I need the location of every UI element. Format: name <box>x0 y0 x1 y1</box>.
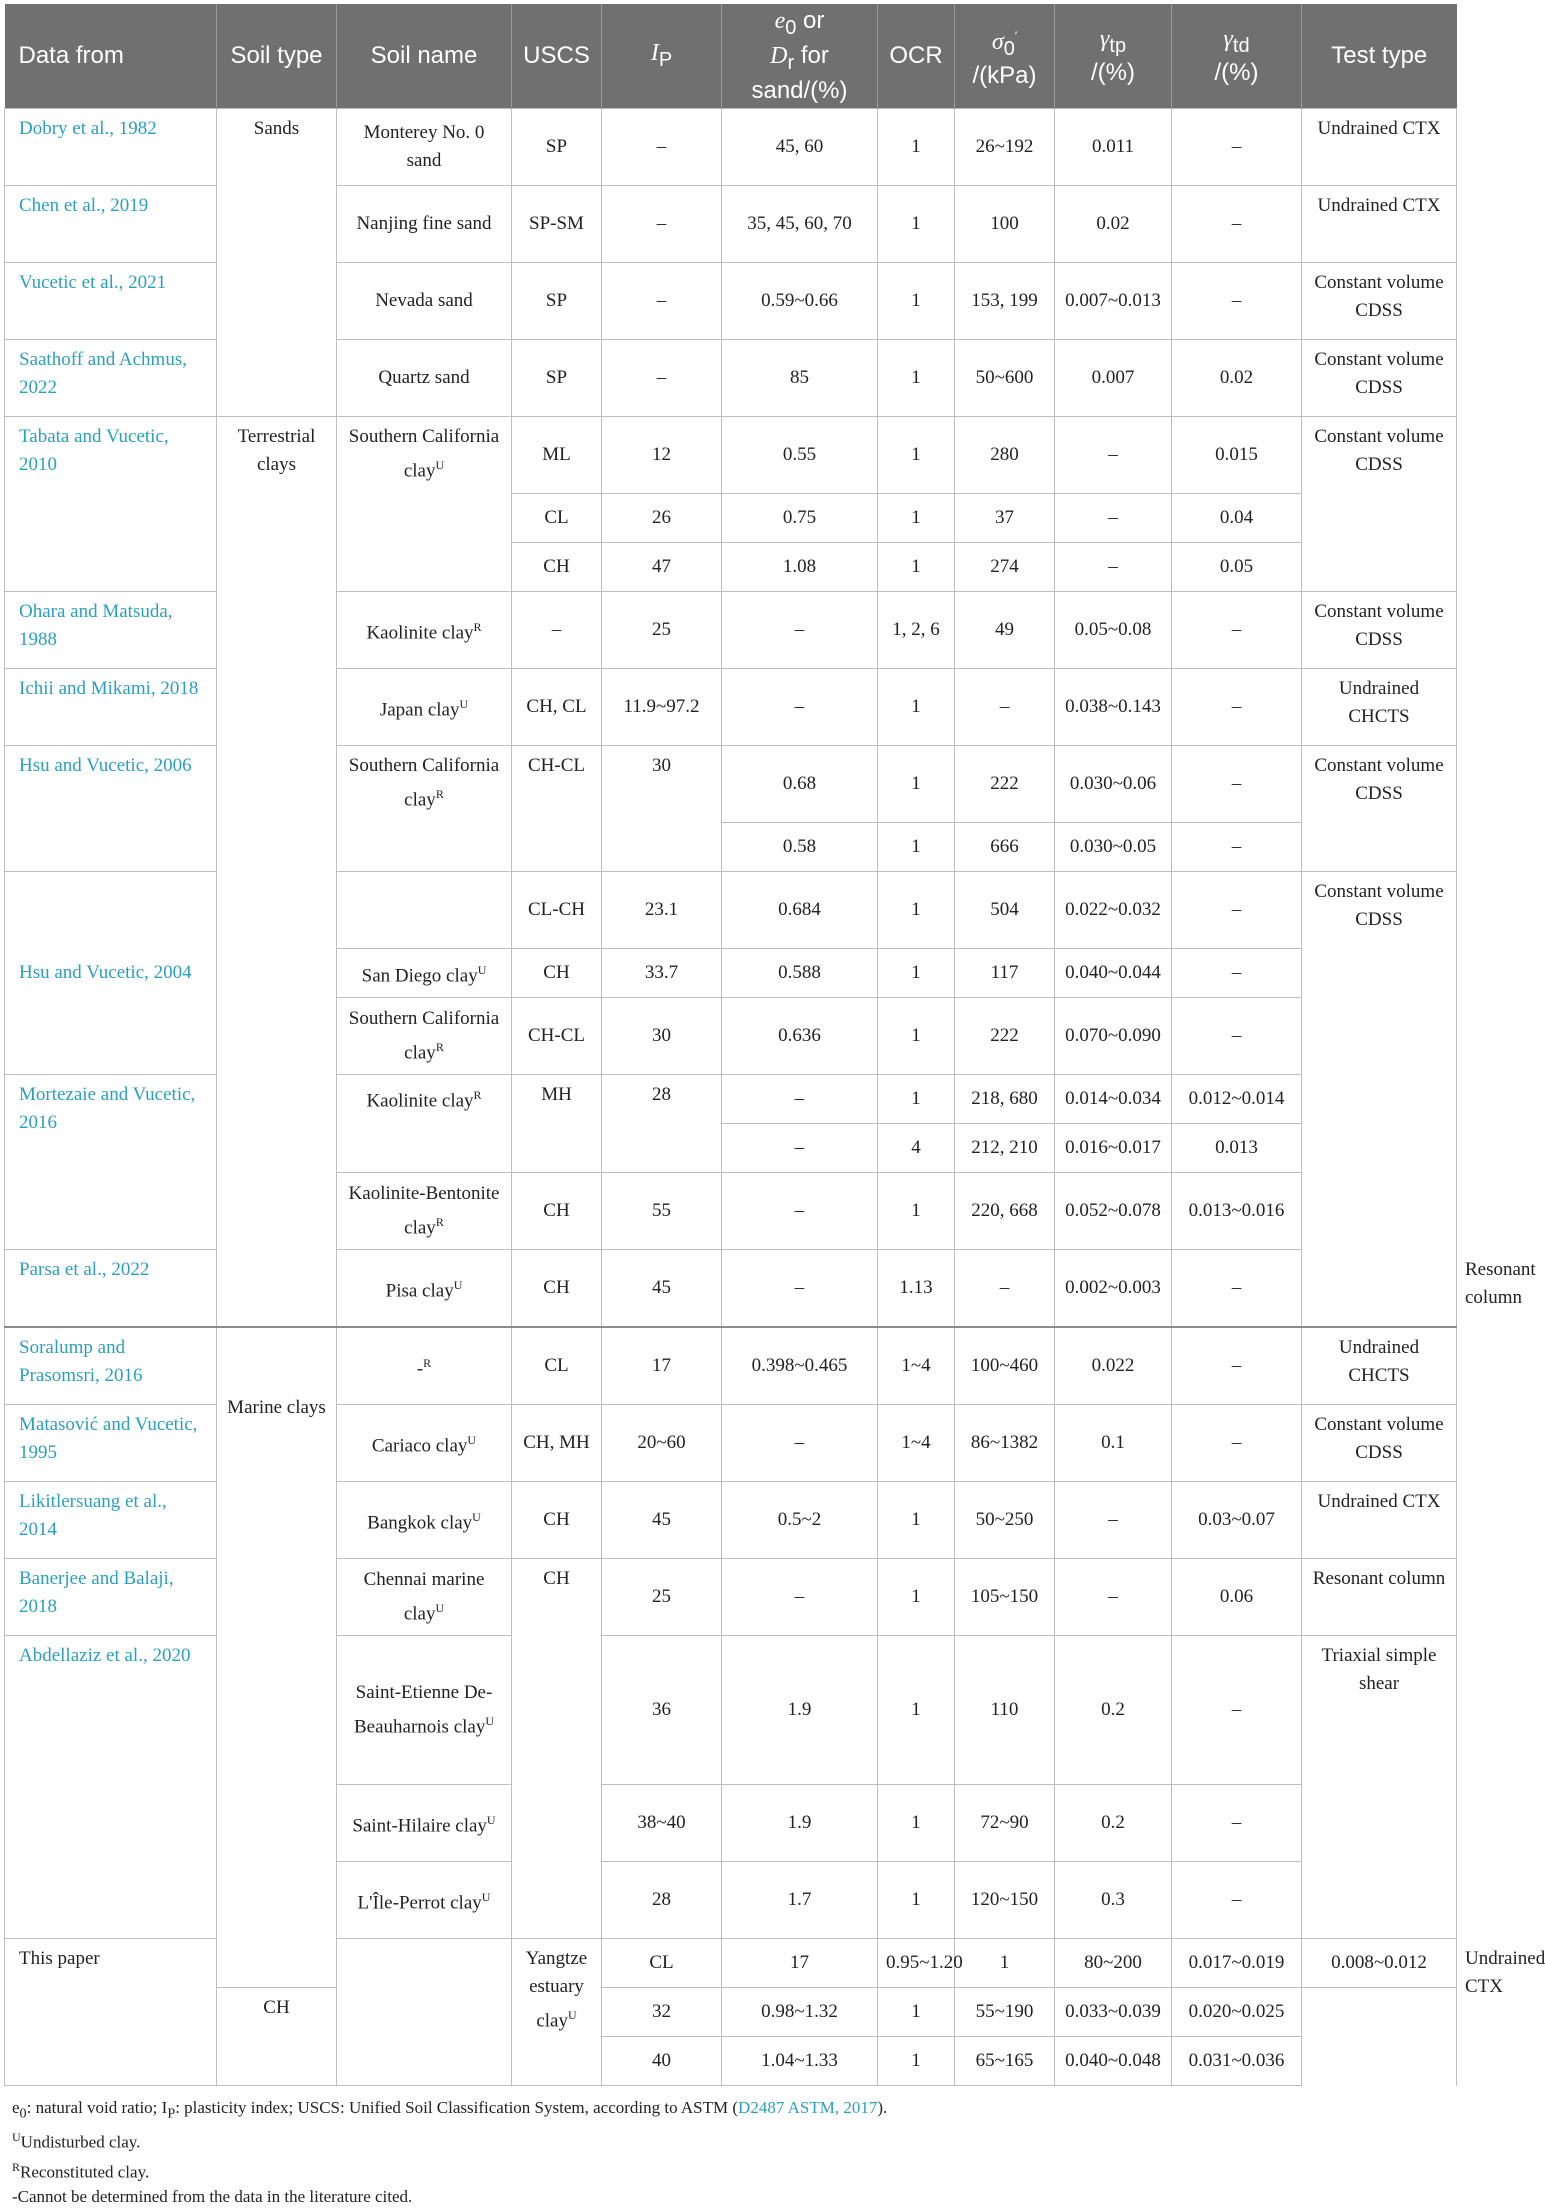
test-type-cell: Constant volume CDSS <box>1302 263 1457 340</box>
gamma-td-cell: 0.06 <box>1172 1559 1302 1636</box>
uscs-cell: CL-CH <box>512 872 602 949</box>
this-paper-label: This paper <box>5 1939 217 2086</box>
sigma-cell: 220, 668 <box>955 1173 1055 1250</box>
gamma-td-cell: – <box>1172 186 1302 263</box>
uscs-cell: CH-CL <box>512 746 602 872</box>
header-ip: $I_P$ <box>602 4 722 109</box>
gamma-tp-cell: 0.030~0.05 <box>1055 823 1172 872</box>
soil-name-cell: Kaolinite clay$^R$ <box>337 1075 512 1173</box>
ocr-cell: 1 <box>878 998 955 1075</box>
gamma-tp-cell: 0.017~0.019 <box>1172 1939 1302 1988</box>
ip-cell: 28 <box>602 1075 722 1173</box>
e0-cell: 1.08 <box>722 543 878 592</box>
gamma-tp-cell: – <box>1055 1559 1172 1636</box>
gamma-td-cell: – <box>1172 823 1302 872</box>
sigma-cell: – <box>955 669 1055 746</box>
test-type-cell: Constant volume CDSS <box>1302 417 1457 592</box>
sigma-cell: 280 <box>955 417 1055 494</box>
header-e0-dr: $e_0$ or $D_r$ for sand/(%) <box>722 4 878 109</box>
sigma-cell: 100 <box>955 186 1055 263</box>
gamma-tp-cell: 0.05~0.08 <box>1055 592 1172 669</box>
cite-link[interactable]: Ichii and Mikami, 2018 <box>5 669 217 746</box>
soil-name-cell: Kaolinite-Bentonite clay$^R$ <box>337 1173 512 1250</box>
header-row <box>5 4 1457 109</box>
e0-cell: 0.588 <box>722 949 878 998</box>
gamma-td-cell: 0.012~0.014 <box>1172 1075 1302 1124</box>
sigma-cell: 49 <box>955 592 1055 669</box>
test-type-cell: Undrained CTX <box>1302 1482 1457 1559</box>
ip-cell: 28 <box>602 1862 722 1939</box>
e0-cell: – <box>722 1173 878 1250</box>
soil-name-cell: Bangkok clay$^U$ <box>337 1482 512 1559</box>
gamma-td-cell: 0.05 <box>1172 543 1302 592</box>
soil-name-cell: -$^R$ <box>337 1327 512 1405</box>
ip-cell: – <box>602 109 722 186</box>
header-soil-name: Soil name <box>337 4 512 109</box>
ip-cell: – <box>602 186 722 263</box>
cite-link[interactable]: Soralump and Prasomsri, 2016 <box>5 1327 217 1405</box>
ip-cell: 26 <box>602 494 722 543</box>
gamma-td-cell: 0.013 <box>1172 1124 1302 1173</box>
gamma-tp-cell: 0.011 <box>1055 109 1172 186</box>
ocr-cell: 1 <box>878 669 955 746</box>
cite-link[interactable]: Chen et al., 2019 <box>5 186 217 263</box>
uscs-cell: SP-SM <box>512 186 602 263</box>
ocr-cell: 1 <box>878 1785 955 1862</box>
ocr-cell: 1 <box>878 1988 955 2037</box>
ip-cell: 30 <box>602 746 722 872</box>
ocr-cell: 1 <box>878 872 955 949</box>
soil-name-cell: Monterey No. 0 sand <box>337 109 512 186</box>
uscs-cell: CH-CL <box>512 998 602 1075</box>
header-uscs: USCS <box>512 4 602 109</box>
sigma-cell: 26~192 <box>955 109 1055 186</box>
gamma-td-cell: 0.013~0.016 <box>1172 1173 1302 1250</box>
ocr-cell: 1.13 <box>878 1250 955 1328</box>
header-gamma-tp: $\gamma_{tp}$ /(%) <box>1055 4 1172 109</box>
soil-name-cell: Kaolinite clay$^R$ <box>337 592 512 669</box>
cite-link[interactable]: Dobry et al., 1982 <box>5 109 217 186</box>
soil-name-cell: Quartz sand <box>337 340 512 417</box>
gamma-td-cell: 0.04 <box>1172 494 1302 543</box>
ocr-cell: 1 <box>878 1559 955 1636</box>
ocr-cell: 1 <box>878 1636 955 1785</box>
sigma-cell: 120~150 <box>955 1862 1055 1939</box>
ip-cell: 23.1 <box>602 872 722 949</box>
cite-link[interactable]: Tabata and Vucetic, 2010 <box>5 417 217 592</box>
gamma-td-cell: – <box>1172 592 1302 669</box>
e0-cell: 0.95~1.20 <box>878 1939 955 1988</box>
header-sigma: $\sigma_0'$ /(kPa) <box>955 4 1055 109</box>
test-type-cell: Constant volume CDSS <box>1302 872 1457 1328</box>
astm-cite-link[interactable]: D2487 ASTM, 2017 <box>738 2098 878 2117</box>
soil-type-cell: Terrestrial clays <box>217 417 337 1328</box>
uscs-cell: CL <box>602 1939 722 1988</box>
soil-name-cell: San Diego clay$^U$ <box>337 949 512 998</box>
sigma-cell: 105~150 <box>955 1559 1055 1636</box>
sigma-cell: 50~600 <box>955 340 1055 417</box>
uscs-cell: CH <box>512 1173 602 1250</box>
ocr-cell: 1 <box>878 2037 955 2086</box>
soil-name-cell: Pisa clay$^U$ <box>337 1250 512 1328</box>
sigma-cell: 80~200 <box>1055 1939 1172 1988</box>
e0-cell: 0.98~1.32 <box>722 1988 878 2037</box>
ocr-cell: 1 <box>878 186 955 263</box>
gamma-tp-cell: 0.007 <box>1055 340 1172 417</box>
ip-cell: 33.7 <box>602 949 722 998</box>
sigma-cell: – <box>955 1250 1055 1328</box>
soil-type-cell: Sands <box>217 109 337 417</box>
e0-cell: 0.59~0.66 <box>722 263 878 340</box>
uscs-cell: SP <box>512 340 602 417</box>
header-ocr: OCR <box>878 4 955 109</box>
table-footnotes <box>4 2086 1456 2209</box>
gamma-tp-cell: – <box>1055 543 1172 592</box>
sigma-cell: 65~165 <box>955 2037 1055 2086</box>
ocr-cell: 1 <box>878 1075 955 1124</box>
uscs-cell: CH <box>217 1988 337 2086</box>
cite-link[interactable]: Mortezaie and Vucetic, 2016 <box>5 1075 217 1250</box>
ip-cell: 12 <box>602 417 722 494</box>
e0-cell: – <box>722 1250 878 1328</box>
sigma-cell: 100~460 <box>955 1327 1055 1405</box>
sigma-cell: 212, 210 <box>955 1124 1055 1173</box>
uscs-cell: SP <box>512 109 602 186</box>
soil-name-cell: Southern California clay$^U$ <box>337 417 512 592</box>
gamma-td-cell: – <box>1172 1636 1302 1785</box>
ip-cell: 45 <box>602 1250 722 1328</box>
e0-cell: – <box>722 1124 878 1173</box>
uscs-cell: MH <box>512 1075 602 1173</box>
soil-type-cell <box>337 1939 512 2086</box>
ocr-cell: 1~4 <box>878 1327 955 1405</box>
table-container <box>4 0 1545 2209</box>
soil-name-cell <box>337 872 512 949</box>
uscs-cell: CH <box>512 949 602 998</box>
e0-cell: 45, 60 <box>722 109 878 186</box>
soil-name-cell: Japan clay$^U$ <box>337 669 512 746</box>
sigma-cell: 666 <box>955 823 1055 872</box>
ocr-cell: 1 <box>878 494 955 543</box>
header-soil-type: Soil type <box>217 4 337 109</box>
ip-cell: 45 <box>602 1482 722 1559</box>
e0-cell: 1.9 <box>722 1785 878 1862</box>
gamma-tp-cell: 0.2 <box>1055 1785 1172 1862</box>
uscs-cell: CH, MH <box>512 1405 602 1482</box>
soil-name-cell: Southern California clay$^R$ <box>337 998 512 1075</box>
gamma-tp-cell: 0.022 <box>1055 1327 1172 1405</box>
ocr-cell: 1 <box>878 1862 955 1939</box>
table-row <box>5 417 1457 494</box>
uscs-cell: CH, CL <box>512 669 602 746</box>
test-type-cell: Constant volume CDSS <box>1302 746 1457 872</box>
gamma-tp-cell: 0.1 <box>1055 1405 1172 1482</box>
uscs-cell: CH <box>512 1559 602 1939</box>
gamma-td-cell: – <box>1172 109 1302 186</box>
cite-link[interactable]: Saathoff and Achmus, 2022 <box>5 340 217 417</box>
gamma-tp-cell: – <box>1055 417 1172 494</box>
cite-link[interactable]: Banerjee and Balaji, 2018 <box>5 1559 217 1636</box>
ip-cell: 20~60 <box>602 1405 722 1482</box>
e0-cell: – <box>722 1075 878 1124</box>
ip-cell: 25 <box>602 1559 722 1636</box>
gamma-tp-cell: 0.2 <box>1055 1636 1172 1785</box>
sigma-cell: 72~90 <box>955 1785 1055 1862</box>
cite-link[interactable]: Matasović and Vucetic, 1995 <box>5 1405 217 1482</box>
sigma-cell: 274 <box>955 543 1055 592</box>
sigma-cell: 222 <box>955 746 1055 823</box>
sigma-cell: 222 <box>955 998 1055 1075</box>
sigma-cell: 218, 680 <box>955 1075 1055 1124</box>
uscs-cell: CH <box>512 1250 602 1328</box>
e0-cell: 0.636 <box>722 998 878 1075</box>
ip-cell: 11.9~97.2 <box>602 669 722 746</box>
footnote-undetermined: -Cannot be determined from the data in the literature cited. <box>12 2186 413 2206</box>
cite-link[interactable]: Parsa et al., 2022 <box>5 1250 217 1328</box>
soil-name-cell: Yangtze estuary clay$^U$ <box>512 1939 602 2086</box>
soil-data-table <box>4 4 1545 2086</box>
gamma-td-cell: – <box>1172 1785 1302 1862</box>
gamma-td-cell: – <box>1172 746 1302 823</box>
ip-cell: – <box>602 263 722 340</box>
test-type-cell: Constant volume CDSS <box>1302 340 1457 417</box>
table-row: This paper Yangtze estuary clay$^U$ CL 17 0.95~1.20 1 80~200 0.017~0.019 0.008~0.012 Undrained CTX <box>5 1939 1457 1988</box>
ocr-cell: 1 <box>878 949 955 998</box>
header-data-from: Data from <box>5 4 217 109</box>
gamma-td-cell: – <box>1172 1405 1302 1482</box>
gamma-tp-cell: 0.022~0.032 <box>1055 872 1172 949</box>
gamma-tp-cell: 0.014~0.034 <box>1055 1075 1172 1124</box>
cite-link[interactable]: Likitlersuang et al., 2014 <box>5 1482 217 1559</box>
cite-link[interactable]: Hsu and Vucetic, 2004 <box>5 872 217 1075</box>
uscs-cell: SP <box>512 263 602 340</box>
uscs-cell: CL <box>512 494 602 543</box>
gamma-tp-cell: 0.038~0.143 <box>1055 669 1172 746</box>
gamma-td-cell: – <box>1172 1327 1302 1405</box>
ip-cell: 47 <box>602 543 722 592</box>
ocr-cell: 1 <box>878 1173 955 1250</box>
soil-name-cell: Saint-Hilaire clay$^U$ <box>337 1785 512 1862</box>
soil-name-cell: Nevada sand <box>337 263 512 340</box>
gamma-td-cell: 0.02 <box>1172 340 1302 417</box>
gamma-tp-cell: 0.02 <box>1055 186 1172 263</box>
sigma-cell: 504 <box>955 872 1055 949</box>
gamma-td-cell: 0.015 <box>1172 417 1302 494</box>
ip-cell: – <box>602 340 722 417</box>
e0-cell: – <box>722 669 878 746</box>
ocr-cell: 1, 2, 6 <box>878 592 955 669</box>
uscs-cell: CH <box>512 543 602 592</box>
test-type-cell: Undrained CTX <box>1302 109 1457 186</box>
e0-cell: 1.04~1.33 <box>722 2037 878 2086</box>
gamma-tp-cell: 0.007~0.013 <box>1055 263 1172 340</box>
uscs-cell: CH <box>512 1482 602 1559</box>
gamma-td-cell: – <box>1172 872 1302 949</box>
soil-name-cell: L'Île-Perrot clay$^U$ <box>337 1862 512 1939</box>
gamma-td-cell: – <box>1172 1862 1302 1939</box>
test-type-cell: Undrained CHCTS <box>1302 669 1457 746</box>
sigma-cell: 37 <box>955 494 1055 543</box>
ocr-cell: 1 <box>878 543 955 592</box>
ocr-cell: 1 <box>878 823 955 872</box>
ip-cell: 32 <box>602 1988 722 2037</box>
e0-cell: 1.7 <box>722 1862 878 1939</box>
test-type-cell: Triaxial simple shear <box>1302 1636 1457 1939</box>
table-row: Parsa et al., 2022 Pisa clay$^U$ CH 45 – 1.13 – 0.002~0.003 – Resonant column <box>5 1250 1457 1328</box>
footnote-reconstituted: $^R$Reconstituted clay. <box>12 2160 150 2182</box>
ip-cell: 17 <box>722 1939 878 1988</box>
header-gamma-td: $\gamma_{td}$ /(%) <box>1172 4 1302 109</box>
gamma-td-cell: – <box>1172 949 1302 998</box>
gamma-td-cell: – <box>1172 1250 1302 1328</box>
e0-cell: – <box>722 1405 878 1482</box>
test-type-cell: Constant volume CDSS <box>1302 1405 1457 1482</box>
e0-cell: 0.684 <box>722 872 878 949</box>
test-type-cell: Constant volume CDSS <box>1302 592 1457 669</box>
e0-cell: 0.5~2 <box>722 1482 878 1559</box>
ocr-cell: 1 <box>878 109 955 186</box>
gamma-td-cell: 0.020~0.025 <box>1172 1988 1302 2037</box>
ocr-cell: 1~4 <box>878 1405 955 1482</box>
e0-cell: – <box>722 592 878 669</box>
ocr-cell: 1 <box>878 746 955 823</box>
ocr-cell: 1 <box>878 263 955 340</box>
e0-cell: 1.9 <box>722 1636 878 1785</box>
e0-cell: 0.58 <box>722 823 878 872</box>
test-type-cell: Undrained CHCTS <box>1302 1327 1457 1405</box>
sigma-cell: 86~1382 <box>955 1405 1055 1482</box>
gamma-tp-cell: 0.040~0.048 <box>1055 2037 1172 2086</box>
e0-cell: – <box>722 1559 878 1636</box>
soil-name-cell: Southern California clay$^R$ <box>337 746 512 872</box>
sigma-cell: 50~250 <box>955 1482 1055 1559</box>
ocr-cell: 1 <box>878 1482 955 1559</box>
ip-cell: 30 <box>602 998 722 1075</box>
gamma-tp-cell: 0.030~0.06 <box>1055 746 1172 823</box>
test-type-cell: Undrained CTX <box>1302 186 1457 263</box>
gamma-td-cell: 0.03~0.07 <box>1172 1482 1302 1559</box>
uscs-cell: – <box>512 592 602 669</box>
cite-link[interactable]: Vucetic et al., 2021 <box>5 263 217 340</box>
e0-cell: 0.68 <box>722 746 878 823</box>
ip-cell: 25 <box>602 592 722 669</box>
gamma-tp-cell: – <box>1055 494 1172 543</box>
e0-cell: 0.398~0.465 <box>722 1327 878 1405</box>
gamma-tp-cell: 0.016~0.017 <box>1055 1124 1172 1173</box>
soil-type-cell: Marine clays <box>217 1327 337 1988</box>
uscs-cell: CL <box>512 1327 602 1405</box>
gamma-td-cell: – <box>1172 669 1302 746</box>
gamma-tp-cell: – <box>1055 1482 1172 1559</box>
ip-cell: 55 <box>602 1173 722 1250</box>
gamma-tp-cell: 0.033~0.039 <box>1055 1988 1172 2037</box>
footnote-abbreviations: $e_0$: natural void ratio; $I_P$: plasticity index; USCS: Unified Soil Classification System, according to ASTM (D2487 ASTM, 2017). <box>12 2098 888 2122</box>
ip-cell: 36 <box>602 1636 722 1785</box>
ip-cell: 38~40 <box>602 1785 722 1862</box>
footnote-undisturbed: $^U$Undisturbed clay. <box>12 2130 141 2153</box>
ocr-cell: 1 <box>878 417 955 494</box>
cite-link[interactable]: Abdellaziz et al., 2020 <box>5 1636 217 1939</box>
gamma-td-cell: – <box>1172 263 1302 340</box>
ocr-cell: 4 <box>878 1124 955 1173</box>
e0-cell: 0.55 <box>722 417 878 494</box>
soil-name-cell: Nanjing fine sand <box>337 186 512 263</box>
gamma-tp-cell: 0.052~0.078 <box>1055 1173 1172 1250</box>
soil-name-cell: Saint-Etienne De-Beauharnois clay$^U$ <box>337 1636 512 1785</box>
e0-cell: 35, 45, 60, 70 <box>722 186 878 263</box>
ocr-cell: 1 <box>878 340 955 417</box>
gamma-tp-cell: 0.002~0.003 <box>1055 1250 1172 1328</box>
sigma-cell: 153, 199 <box>955 263 1055 340</box>
sigma-cell: 55~190 <box>955 1988 1055 2037</box>
e0-cell: 0.75 <box>722 494 878 543</box>
table-row <box>5 109 1457 186</box>
gamma-tp-cell: 0.3 <box>1055 1862 1172 1939</box>
gamma-td-cell: 0.008~0.012 <box>1302 1939 1457 1988</box>
gamma-tp-cell: 0.070~0.090 <box>1055 998 1172 1075</box>
uscs-cell: ML <box>512 417 602 494</box>
ocr-cell: 1 <box>955 1939 1055 1988</box>
test-type-cell: Resonant column <box>1302 1559 1457 1636</box>
ip-cell: 40 <box>602 2037 722 2086</box>
gamma-td-cell: 0.031~0.036 <box>1172 2037 1302 2086</box>
e0-cell: 85 <box>722 340 878 417</box>
sigma-cell: 110 <box>955 1636 1055 1785</box>
gamma-tp-cell: 0.040~0.044 <box>1055 949 1172 998</box>
soil-name-cell: Cariaco clay$^U$ <box>337 1405 512 1482</box>
cite-link[interactable]: Hsu and Vucetic, 2006 <box>5 746 217 872</box>
table-row <box>5 1327 1457 1405</box>
soil-name-cell: Chennai marine clay$^U$ <box>337 1559 512 1636</box>
sigma-cell: 117 <box>955 949 1055 998</box>
ip-cell: 17 <box>602 1327 722 1405</box>
header-test-type: Test type <box>1302 4 1457 109</box>
gamma-td-cell: – <box>1172 998 1302 1075</box>
table-row <box>5 1988 1457 2037</box>
cite-link[interactable]: Ohara and Matsuda, 1988 <box>5 592 217 669</box>
